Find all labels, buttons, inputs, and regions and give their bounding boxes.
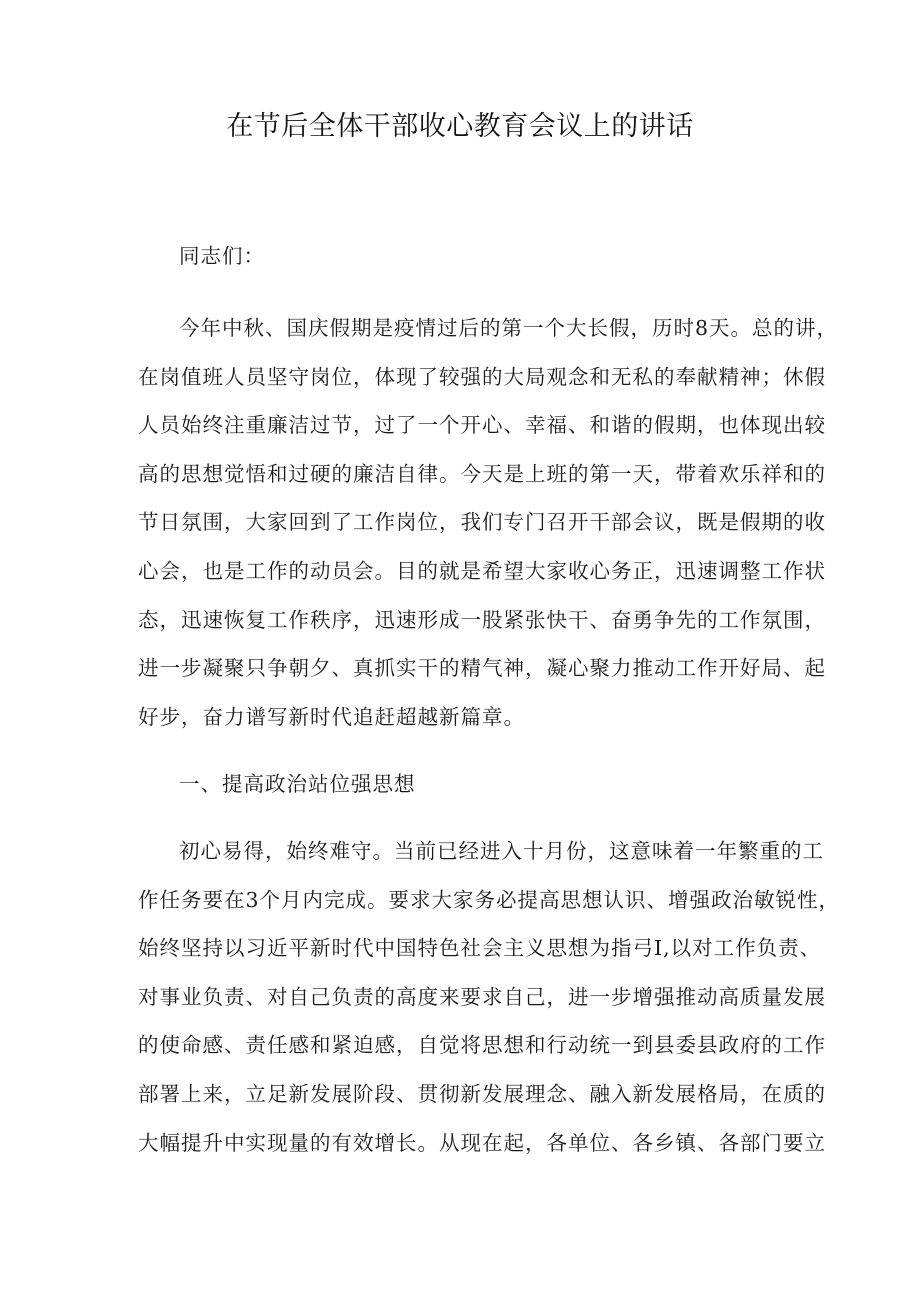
paragraph-line: 进一步凝聚只争朝夕、真抓实干的精气神，凝心聚力推动工作开好局、起 xyxy=(138,656,826,681)
paragraph-line: 大幅提升中实现量的有效增长。从现在起，各单位、各乡镇、各部门要立 xyxy=(138,1130,826,1155)
paragraph-line: 始终坚持以习近平新时代中国特色社会主义思想为指弓I,以对工作负责、 xyxy=(138,936,822,961)
paragraph-line: 好步，奋力谱写新时代追赶超越新篇章。 xyxy=(138,704,525,729)
paragraph-line: 节日氛围，大家回到了工作岗位，我们专门召开干部会议，既是假期的收 xyxy=(138,510,826,535)
paragraph-line: 在岗值班人员坚守岗位，体现了较强的大局观念和无私的奉献精神；休假 xyxy=(138,364,826,389)
paragraph-line: 心会，也是工作的动员会。目的就是希望大家收心务正，迅速调整工作状 xyxy=(138,558,826,583)
paragraph-line: 对事业负责、对自己负责的高度来要求自己，进一步增强推动高质量发展 xyxy=(138,984,826,1009)
salutation: 同志们： xyxy=(179,244,265,268)
section-heading-1: 一、提高政治站位强思想 xyxy=(179,772,416,796)
paragraph-line: 态，迅速恢复工作秩序，迅速形成一股紧张快干、奋勇争先的工作氛围， xyxy=(138,607,826,632)
document-title: 在节后全体干部收心教育会议上的讲话 xyxy=(226,111,694,142)
paragraph-line: 人员始终注重廉洁过节，过了一个开心、幸福、和谐的假期，也体现出较 xyxy=(138,413,826,438)
paragraph-line: 部署上来，立足新发展阶段、贯彻新发展理念、融入新发展格局，在质的 xyxy=(138,1081,826,1106)
paragraph-line: 作任务要在3个月内完成。要求大家务必提高思想认识、增强政治敏锐性， xyxy=(138,887,841,912)
paragraph-intro xyxy=(138,304,839,741)
paragraph-line: 高的思想觉悟和过硬的廉洁自律。今天是上班的第一天，带着欢乐祥和的 xyxy=(138,461,826,486)
paragraph-line: 的使命感、责任感和紧迫感，自觉将思想和行动统一到县委县政府的工作 xyxy=(138,1033,826,1058)
paragraph-line: 初心易得，始终难守。当前已经进入十月份，这意味着一年繁重的工 xyxy=(179,839,824,863)
paragraph-line: 今年中秋、国庆假期是疫情过后的第一个大长假，历时8天。总的讲， xyxy=(179,316,839,340)
paragraph-section-1 xyxy=(138,827,841,1167)
